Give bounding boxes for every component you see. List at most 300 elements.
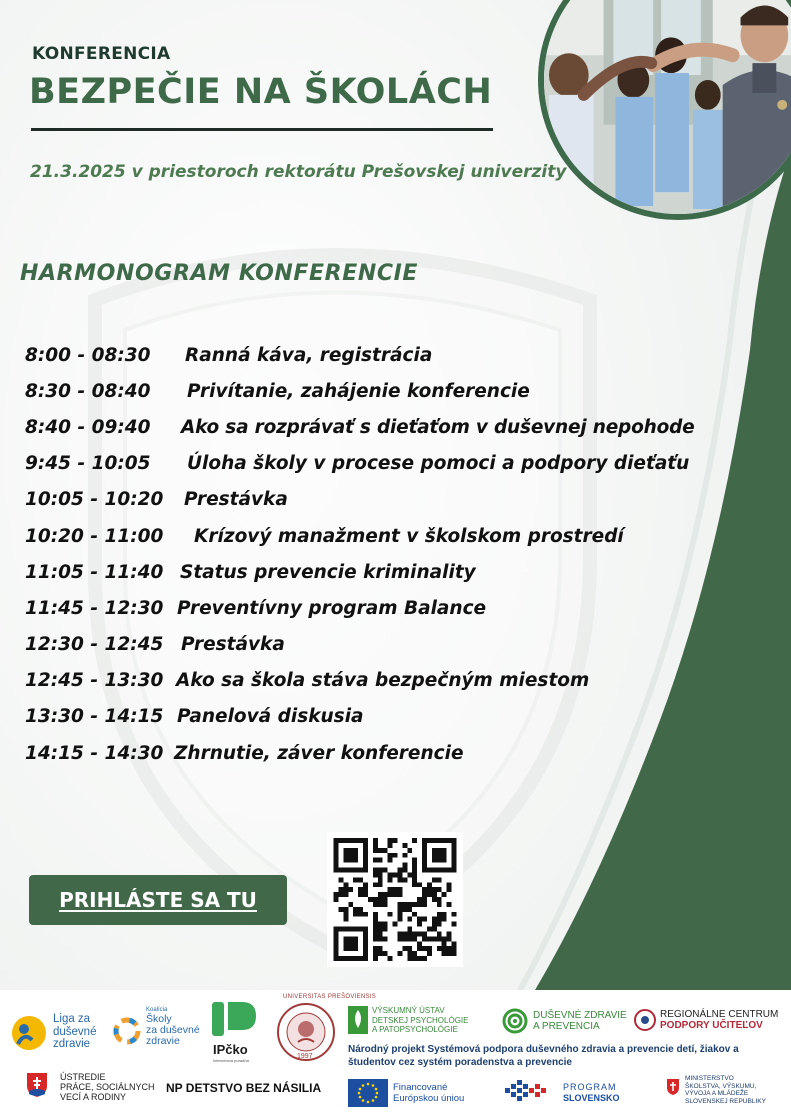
ministry-coat-of-arms-icon [666, 1078, 680, 1096]
qr-module [373, 956, 378, 961]
qr-module [397, 868, 402, 873]
schedule-time: 8:30 - 08:40 [25, 380, 151, 402]
qr-module [417, 882, 422, 887]
qr-module [373, 882, 378, 887]
schedule-item [25, 482, 770, 518]
rcpu-logo-icon [633, 1008, 657, 1032]
qr-module [442, 848, 447, 853]
schedule-item [25, 409, 770, 445]
qr-module [432, 868, 437, 873]
qr-module [368, 897, 373, 902]
vudpap-label: VÝSKUMNÝ ÚSTAV DETSKEJ PSYCHOLÓGIE A PATOPSYCHOLÓGIE [372, 1006, 469, 1034]
qr-module [442, 853, 447, 858]
schedule-item [25, 699, 770, 735]
qr-module [334, 863, 339, 868]
qr-module [402, 863, 407, 868]
schedule-item [25, 590, 770, 626]
qr-module [422, 853, 427, 858]
schedule-time: 10:05 - 10:20 [25, 489, 164, 511]
qr-module [442, 951, 447, 956]
qr-module [373, 917, 378, 922]
qr-module [437, 868, 442, 873]
qr-module [442, 917, 447, 922]
qr-module [334, 848, 339, 853]
qr-module [447, 902, 452, 907]
qr-module [348, 887, 353, 892]
qr-module [422, 887, 427, 892]
ipcko-logo-icon [212, 1002, 256, 1038]
qr-module [373, 922, 378, 927]
qr-module [432, 922, 437, 927]
qr-module [373, 902, 378, 907]
qr-module [358, 912, 363, 917]
schedule-title: Krízový manažment v školskom prostredí [194, 525, 624, 547]
qr-module [402, 936, 407, 941]
qr-module [437, 936, 442, 941]
qr-module [363, 838, 368, 843]
qr-module [383, 892, 388, 897]
qr-module [353, 907, 358, 912]
qr-module [452, 868, 457, 873]
qr-module [427, 838, 432, 843]
qr-module [452, 951, 457, 956]
qr-module [378, 931, 383, 936]
qr-module [417, 941, 422, 946]
schedule-title: Ako sa škola stáva bezpečným miestom [176, 670, 590, 692]
qr-module [353, 912, 358, 917]
qr-module [417, 897, 422, 902]
qr-module [422, 863, 427, 868]
qr-module [348, 868, 353, 873]
qr-module [422, 902, 427, 907]
qr-module [373, 858, 378, 863]
qr-module [452, 848, 457, 853]
event-date-location: 21.3.2025 v priestoroch rektorátu Prešovskej univerzity [30, 162, 567, 182]
qr-module [452, 946, 457, 951]
schedule-title: Ako sa rozprávať s dieťaťom v duševnej nepohode [181, 416, 695, 438]
registration-qr-code[interactable] [327, 832, 463, 967]
qr-module [427, 882, 432, 887]
qr-module [397, 917, 402, 922]
qr-module [402, 907, 407, 912]
qr-module [348, 936, 353, 941]
eu-label: Financované Európskou úniou [393, 1082, 465, 1104]
qr-module [343, 853, 348, 858]
qr-module [334, 936, 339, 941]
qr-module [373, 951, 378, 956]
qr-module [397, 912, 402, 917]
qr-module [353, 853, 358, 858]
qr-module [437, 946, 442, 951]
liga-label: Liga za duševné zdravie [53, 1013, 97, 1050]
qr-module [383, 936, 388, 941]
qr-module [348, 946, 353, 951]
qr-module [437, 853, 442, 858]
qr-module [378, 868, 383, 873]
qr-module [432, 936, 437, 941]
qr-module [378, 897, 383, 902]
qr-module [412, 863, 417, 868]
schedule-title: Panelová diskusia [177, 706, 364, 728]
qr-module [388, 877, 393, 882]
qr-module [407, 931, 412, 936]
qr-module [432, 897, 437, 902]
schedule-item [25, 627, 770, 663]
program-slovensko-label: PROGRAM SLOVENSKO [563, 1082, 620, 1103]
vudpap-logo-icon [348, 1006, 368, 1034]
schedule-title: Prestávka [181, 634, 285, 656]
qr-module [353, 877, 358, 882]
qr-module [412, 951, 417, 956]
qr-module [348, 853, 353, 858]
qr-module [437, 912, 442, 917]
university-seal-ring: UNIVERSITAS PREŠOVIENSIS [283, 994, 377, 1000]
qr-module [412, 868, 417, 873]
qr-module [363, 868, 368, 873]
qr-module [334, 946, 339, 951]
qr-module [353, 848, 358, 853]
qr-module [442, 946, 447, 951]
qr-module [407, 951, 412, 956]
qr-module [348, 941, 353, 946]
qr-module [417, 956, 422, 961]
schedule-time: 11:05 - 11:40 [25, 561, 164, 583]
qr-module [363, 936, 368, 941]
qr-module [437, 877, 442, 882]
qr-module [397, 907, 402, 912]
np-detstvo-label: NP DETSTVO BEZ NÁSILIA [166, 1081, 322, 1095]
qr-module [432, 917, 437, 922]
schedule-time: 8:00 - 08:30 [25, 344, 151, 366]
qr-module [388, 838, 393, 843]
qr-module [427, 887, 432, 892]
qr-module [437, 902, 442, 907]
qr-module [388, 843, 393, 848]
schedule-title: Úloha školy v procese pomoci a podpory dieťaťu [187, 453, 690, 475]
qr-module [378, 872, 383, 877]
qr-module [378, 902, 383, 907]
title-divider [31, 128, 493, 131]
qr-module [353, 838, 358, 843]
schedule-title: Zhrnutie, záver konferencie [174, 742, 464, 764]
qr-module [343, 936, 348, 941]
schedule-item [25, 518, 770, 554]
register-button-label: PRIHLÁSTE SA TU [59, 888, 257, 912]
qr-module [437, 887, 442, 892]
qr-module [363, 858, 368, 863]
skoly-logo-icon [112, 1016, 142, 1046]
eu-flag-icon [348, 1079, 388, 1107]
qr-module [437, 848, 442, 853]
qr-module [353, 868, 358, 873]
qr-module [422, 931, 427, 936]
schedule-time: 12:45 - 13:30 [25, 670, 164, 692]
qr-module [363, 951, 368, 956]
qr-module [437, 897, 442, 902]
qr-module [452, 838, 457, 843]
qr-module [338, 907, 343, 912]
qr-module [343, 927, 348, 932]
qr-module [432, 892, 437, 897]
schedule-title: Preventívny program Balance [177, 597, 487, 619]
qr-module [358, 892, 363, 897]
qr-module [363, 946, 368, 951]
schedule-item [25, 663, 770, 699]
qr-module [422, 868, 427, 873]
schedule-title: Prestávka [184, 489, 288, 511]
qr-module [383, 922, 388, 927]
qr-module [397, 877, 402, 882]
qr-module [353, 927, 358, 932]
qr-module [334, 927, 339, 932]
qr-module [447, 838, 452, 843]
qr-module [417, 922, 422, 927]
qr-module [407, 936, 412, 941]
qr-module [437, 838, 442, 843]
qr-module [388, 956, 393, 961]
qr-module [338, 877, 343, 882]
qr-module [447, 946, 452, 951]
qr-module [432, 887, 437, 892]
qr-module [348, 902, 353, 907]
liga-logo-icon [10, 1014, 48, 1052]
qr-module [393, 838, 398, 843]
qr-module [358, 956, 363, 961]
schedule-time: 12:30 - 12:45 [25, 634, 164, 656]
qr-module [447, 931, 452, 936]
qr-module [397, 902, 402, 907]
qr-module [422, 843, 427, 848]
qr-module [383, 902, 388, 907]
qr-module [363, 843, 368, 848]
qr-module [363, 927, 368, 932]
qr-module [363, 912, 368, 917]
schedule-time: 13:30 - 14:15 [25, 706, 164, 728]
qr-module [334, 853, 339, 858]
qr-module [412, 858, 417, 863]
qr-module [373, 868, 378, 873]
schedule-title: Privítanie, zahájenie konferencie [187, 380, 530, 402]
qr-module [388, 887, 393, 892]
qr-module [378, 946, 383, 951]
qr-module [412, 882, 417, 887]
qr-module [378, 848, 383, 853]
qr-module [358, 868, 363, 873]
qr-module [407, 907, 412, 912]
qr-module [432, 838, 437, 843]
qr-module [334, 897, 339, 902]
qr-module [363, 892, 368, 897]
qr-module [343, 907, 348, 912]
qr-module [353, 936, 358, 941]
qr-module [427, 951, 432, 956]
schedule-item [25, 373, 770, 409]
qr-module [363, 956, 368, 961]
register-button[interactable] [29, 875, 287, 925]
skoly-label: Koalícia Školy za duševné zdravie [146, 1007, 200, 1047]
qr-module [348, 858, 353, 863]
qr-module [437, 858, 442, 863]
qr-module [402, 877, 407, 882]
qr-module [348, 927, 353, 932]
qr-module [402, 843, 407, 848]
qr-module [378, 951, 383, 956]
qr-module [388, 853, 393, 858]
qr-module [402, 868, 407, 873]
rcpu-label: REGIONÁLNE CENTRUM PODPORY UČITEĽOV [660, 1009, 779, 1031]
qr-module [447, 882, 452, 887]
qr-module [437, 917, 442, 922]
qr-module [427, 892, 432, 897]
qr-module [348, 838, 353, 843]
qr-module [343, 956, 348, 961]
upsvar-label: ÚSTREDIE PRÁCE, SOCIÁLNYCH VECÍ A RODINY [60, 1072, 155, 1102]
qr-module [402, 931, 407, 936]
ministry-label: MINISTERSTVO ŠKOLSTVA, VÝSKUMU, VÝVOJA A MLÁDEŽE SLOVENSKEJ REPUBLIKY [685, 1075, 766, 1105]
qr-module [338, 927, 343, 932]
qr-module [373, 927, 378, 932]
qr-module [397, 951, 402, 956]
qr-module [343, 892, 348, 897]
qr-module [378, 936, 383, 941]
qr-module [402, 946, 407, 951]
qr-module [417, 931, 422, 936]
qr-module [383, 848, 388, 853]
qr-module [378, 882, 383, 887]
qr-module [407, 946, 412, 951]
qr-module [338, 838, 343, 843]
qr-module [442, 936, 447, 941]
qr-module [422, 917, 427, 922]
qr-module [432, 853, 437, 858]
qr-module [358, 907, 363, 912]
qr-module [373, 843, 378, 848]
qr-module [363, 882, 368, 887]
qr-module [397, 872, 402, 877]
qr-module [452, 853, 457, 858]
footer-partners [0, 990, 791, 1120]
qr-module [432, 858, 437, 863]
dzap-logo-icon [502, 1008, 528, 1034]
qr-module [343, 858, 348, 863]
qr-module [412, 877, 417, 882]
schedule-list [25, 337, 770, 771]
qr-module [334, 843, 339, 848]
qr-module [422, 892, 427, 897]
qr-module [452, 912, 457, 917]
qr-module [432, 927, 437, 932]
qr-module [373, 848, 378, 853]
qr-module [388, 858, 393, 863]
qr-module [378, 858, 383, 863]
qr-module [378, 922, 383, 927]
qr-module [437, 931, 442, 936]
qr-module [378, 927, 383, 932]
qr-module [363, 931, 368, 936]
qr-module [397, 887, 402, 892]
qr-module [432, 877, 437, 882]
qr-module [373, 936, 378, 941]
qr-module [437, 922, 442, 927]
qr-module [417, 902, 422, 907]
qr-module [432, 848, 437, 853]
qr-module [378, 892, 383, 897]
qr-module [363, 941, 368, 946]
qr-module [334, 868, 339, 873]
qr-module [334, 892, 339, 897]
qr-module [397, 936, 402, 941]
qr-module [334, 941, 339, 946]
schedule-time: 9:45 - 10:05 [25, 453, 151, 475]
qr-module [427, 936, 432, 941]
qr-module [348, 848, 353, 853]
qr-module [452, 858, 457, 863]
qr-module [338, 892, 343, 897]
university-seal-year: 1997 [297, 1053, 313, 1060]
qr-module [343, 848, 348, 853]
qr-module [334, 838, 339, 843]
qr-module [412, 872, 417, 877]
qr-module [343, 946, 348, 951]
schedule-item [25, 337, 770, 373]
qr-module [427, 946, 432, 951]
qr-module [343, 941, 348, 946]
qr-module [427, 927, 432, 932]
qr-module [373, 931, 378, 936]
qr-module [373, 897, 378, 902]
ipcko-sub: Internetová poradňa [213, 1058, 249, 1063]
qr-module [442, 838, 447, 843]
qr-module [412, 956, 417, 961]
qr-module [373, 872, 378, 877]
dzap-label: DUŠEVNÉ ZDRAVIE A PREVENCIA [533, 1010, 627, 1032]
qr-module [393, 872, 398, 877]
qr-module [412, 936, 417, 941]
qr-module [407, 848, 412, 853]
qr-module [393, 892, 398, 897]
schedule-title: Status prevencie kriminality [180, 561, 476, 583]
schedule-heading: HARMONOGRAM KONFERENCIE [20, 261, 419, 286]
qr-module [422, 946, 427, 951]
schedule-time: 8:40 - 09:40 [25, 416, 151, 438]
qr-module [388, 912, 393, 917]
qr-module [338, 956, 343, 961]
qr-module [407, 872, 412, 877]
qr-module [422, 838, 427, 843]
qr-module [358, 927, 363, 932]
qr-module [442, 892, 447, 897]
qr-module [363, 887, 368, 892]
qr-module [422, 848, 427, 853]
qr-module [343, 882, 348, 887]
qr-module [422, 936, 427, 941]
qr-module [383, 868, 388, 873]
qr-module [338, 868, 343, 873]
qr-module [447, 936, 452, 941]
qr-module [447, 951, 452, 956]
qr-module [363, 848, 368, 853]
qr-module [393, 887, 398, 892]
qr-module [343, 868, 348, 873]
qr-module [334, 931, 339, 936]
qr-module [358, 877, 363, 882]
qr-module [407, 902, 412, 907]
qr-module [442, 941, 447, 946]
qr-module [363, 853, 368, 858]
qr-module [442, 912, 447, 917]
qr-module [334, 956, 339, 961]
qr-module [348, 956, 353, 961]
